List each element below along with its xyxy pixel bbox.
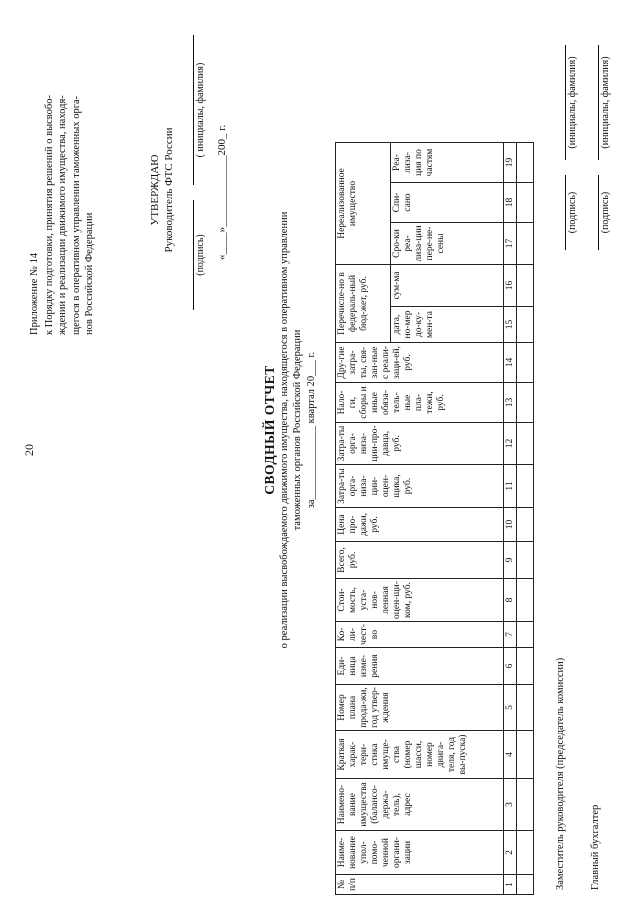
column-number: 11 xyxy=(504,465,517,508)
column-number: 17 xyxy=(504,223,517,265)
report-subtitle: о реализации высвобождаемого движимого имущества, находящегося в оперативном управлении xyxy=(279,211,290,649)
page-number: 20 xyxy=(22,444,36,456)
column-number: 16 xyxy=(504,265,517,307)
approval-heading: УТВЕРЖДАЮ xyxy=(149,154,161,226)
column-number: 3 xyxy=(504,779,517,831)
appendix-line: к Порядку подготовки, принятия решений о высвобо- xyxy=(43,94,55,335)
approval-position: Руководитель ФТС России xyxy=(163,127,175,253)
table-header-cell: № п/п xyxy=(336,875,504,895)
empty-cell xyxy=(517,465,534,508)
table-subheader-cell: Сро-ки реа-лиза-ции пере-не-сены xyxy=(391,223,504,265)
column-number: 12 xyxy=(504,423,517,465)
empty-cell xyxy=(517,423,534,465)
appendix-line: щегося в оперативном управлении таможенных орга- xyxy=(70,95,82,335)
appendix-title: Приложение № 14 xyxy=(29,252,40,335)
column-number: 8 xyxy=(504,579,517,622)
table-header-cell: Всего, руб. xyxy=(336,542,504,579)
approval-signature-label: (подпись) xyxy=(193,200,206,310)
table-header-cell: Перечисле-но в федераль-ный бюд-жет, руб. xyxy=(336,265,391,343)
approval-block xyxy=(148,90,176,290)
footer-accountant-label: Главный бухгалтер xyxy=(590,804,601,890)
table-header-cell: Дру-гие затра-ты, свя-зан-ные с реали-заци-ей, руб. xyxy=(336,343,504,383)
table-header-cell: Нало-ги, сборы и иные обяза-тель-ные пла-тежи, руб. xyxy=(336,383,504,423)
column-number: 7 xyxy=(504,622,517,648)
table-subheader-cell: дата, но-мер до-ку-мен-та xyxy=(391,307,504,343)
column-number: 13 xyxy=(504,383,517,423)
table-empty-row xyxy=(517,143,534,895)
empty-cell xyxy=(517,731,534,779)
table-header-cell: Ко-ли-чест-во xyxy=(336,622,504,648)
footer-deputy-label: Заместитель руководителя (председатель комиссии) xyxy=(555,657,566,890)
column-number: 10 xyxy=(504,508,517,542)
table-header-cell: Цена про-дажи, руб. xyxy=(336,508,504,542)
empty-cell xyxy=(517,579,534,622)
column-number: 9 xyxy=(504,542,517,579)
table-header-cell: Еди-ница изме-рения xyxy=(336,648,504,685)
column-number: 1 xyxy=(504,875,517,895)
empty-cell xyxy=(517,875,534,895)
table-header-cell: Краткая харак-тери-стика имуще-ства (номер шасси, номер двига-теля, год вы-пуска) xyxy=(336,731,504,779)
empty-cell xyxy=(517,265,534,307)
empty-cell xyxy=(517,383,534,423)
empty-cell xyxy=(517,542,534,579)
column-number: 14 xyxy=(504,343,517,383)
report-title-block xyxy=(262,100,317,760)
empty-cell xyxy=(517,307,534,343)
table-header-cell: Затра-ты орга-низа-ции-про-давца, руб. xyxy=(336,423,504,465)
table-header-cell: Наимено-вание имущества (балансо-держа-тель), адрес xyxy=(336,779,504,831)
table-header-cell: Стои-мость, уста-нов-ленная оцен-щи-ком, руб. xyxy=(336,579,504,622)
table-header-cell: Затра-ты орга-низа-ции-оцен-щика, руб. xyxy=(336,465,504,508)
table-header-cell: Номер плана прода-жи, год утвер-ждения xyxy=(336,685,504,731)
report-period: за______________ квартал 20___ г. xyxy=(306,351,317,509)
column-number: 15 xyxy=(504,307,517,343)
column-number: 6 xyxy=(504,648,517,685)
table-header-cell: Нереализованное имущество xyxy=(336,143,391,265)
empty-cell xyxy=(517,183,534,223)
empty-cell xyxy=(517,223,534,265)
appendix-line: нов Российской Федерации xyxy=(84,212,95,335)
empty-cell xyxy=(517,779,534,831)
empty-cell xyxy=(517,685,534,731)
column-number: 2 xyxy=(504,831,517,875)
empty-cell xyxy=(517,831,534,875)
report-title: СВОДНЫЙ ОТЧЕТ xyxy=(262,365,277,495)
report-table xyxy=(335,142,534,895)
deputy-name-label: (инициалы, фамилия) xyxy=(565,45,578,160)
accountant-name-label: (инициалы, фамилия) xyxy=(598,45,611,160)
empty-cell xyxy=(517,622,534,648)
column-number-row xyxy=(504,143,517,895)
accountant-signature-label: (подпись) xyxy=(598,175,611,250)
column-number: 18 xyxy=(504,183,517,223)
deputy-signature-label: (подпись) xyxy=(565,175,578,250)
table-subheader-cell: сум-ма xyxy=(391,265,504,307)
table-subheader-cell: Спи-сано xyxy=(391,183,504,223)
report-subtitle: таможенных органов Российской Федерации xyxy=(292,329,303,531)
appendix-line: ждении и реализации движимого имущества, находя- xyxy=(57,95,68,335)
column-number: 4 xyxy=(504,731,517,779)
empty-cell xyxy=(517,143,534,183)
approval-date: «____»_____________200_ г. xyxy=(216,124,228,260)
column-number: 19 xyxy=(504,143,517,183)
table-subheader-cell: Реа-лиза-ция по частям xyxy=(391,143,504,183)
approval-name-label: ( инициалы, фамилия) xyxy=(193,35,206,185)
appendix-header xyxy=(28,5,97,335)
empty-cell xyxy=(517,648,534,685)
column-number: 5 xyxy=(504,685,517,731)
empty-cell xyxy=(517,343,534,383)
table-header-cell: Наиме-нование упол-помо-ченной органи-зации xyxy=(336,831,504,875)
empty-cell xyxy=(517,508,534,542)
table-header-row xyxy=(336,143,391,895)
